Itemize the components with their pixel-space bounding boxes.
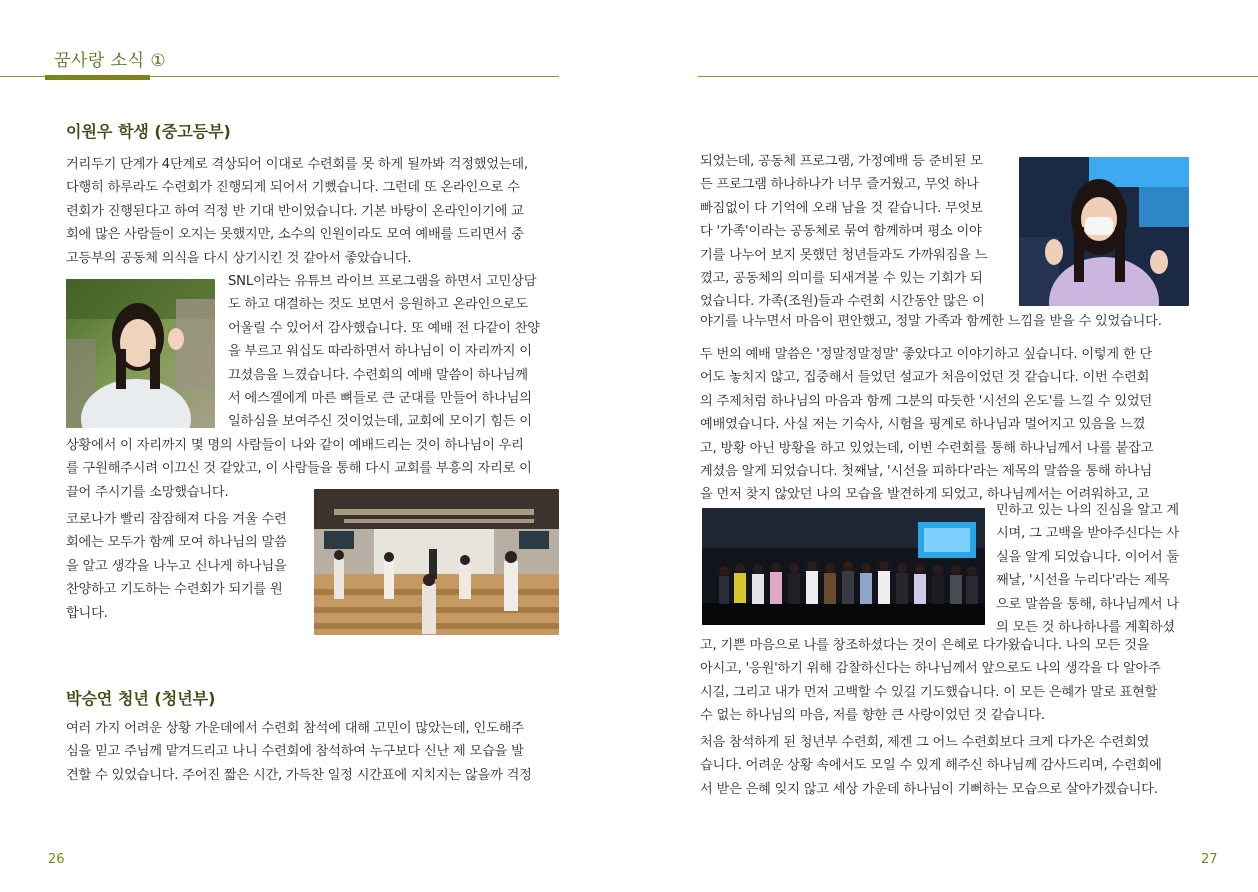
text-line: 어울릴 수 있어서 감사했습니다. 또 예배 전 다같이 찬양 [228, 320, 540, 336]
student-portrait-photo [66, 279, 215, 428]
left-paragraph-1 [66, 153, 561, 270]
left-paragraph-4 [66, 717, 561, 787]
right-paragraph-2-end [700, 634, 1190, 728]
text-line: 꼈고, 공동체의 의미를 되새겨볼 수 있는 기회가 되 [700, 271, 983, 287]
heading-youth: 박승연 청년 (청년부) [66, 689, 216, 708]
text-line: 시며, 그 고백을 받아주신다는 사 [996, 526, 1179, 542]
youth-portrait-photo [1019, 157, 1189, 306]
text-line: 었습니다. 가족(조원)들과 수련회 시간동안 많은 이 [700, 294, 985, 310]
right-paragraph-1-beside [700, 150, 1012, 314]
text-line: 회에 많은 사람들이 오지는 못했지만, 소수의 인원이라도 모여 예배를 드리면서 중 [66, 227, 524, 243]
text-line: 여러 가지 어려운 상황 가운데에서 수련회 참석에 대해 고민이 많았는데, 인도해주 [66, 721, 524, 736]
text-line: 를 구원해주시려 이끄신 것 같았고, 이 사람들을 통해 다시 교회를 부흥의 자리로 이 [66, 461, 532, 477]
text-line: 민하고 있는 나의 진심을 알고 계 [996, 503, 1179, 518]
text-line: 째날, '시선을 누리다'라는 제목 [996, 573, 1170, 589]
text-line: 수 없는 하나님의 마음, 저를 향한 큰 사랑이었던 것 같습니다. [700, 708, 1045, 724]
section-title: 꿈사랑 소식 ① [54, 51, 167, 71]
left-paragraph-3 [66, 508, 306, 625]
text-line: 코로나가 빨리 잠잠해져 다음 겨울 수련 [66, 512, 287, 527]
text-line: 처음 참석하게 된 청년부 수련회, 제겐 그 어느 수련회보다 크게 다가온 수련회였 [700, 735, 1150, 750]
text-line: 견할 수 있었습니다. 주어진 짧은 시간, 가득찬 일정 시간표에 지치지는 않을까 걱정 [66, 767, 532, 783]
text-line: 회에는 모두가 함께 모여 하나님의 말씀 [66, 535, 287, 551]
text-line: 어도 놓치지 않고, 집중해서 들었던 설교가 처음이었던 것 같습니다. 이번 수련회 [700, 370, 1150, 386]
right-paragraph-2-beside [996, 499, 1190, 639]
text-line: 실을 알게 되었습니다. 이어서 둘 [996, 549, 1179, 565]
text-line: 상황에서 이 자리까지 몇 명의 사람들이 나와 같이 예배드리는 것이 하나님이 우리 [66, 438, 524, 453]
text-line: 습니다. 어려운 상황 속에서도 모일 수 있게 해주신 하나님께 감사드리며, 수련회에 [700, 758, 1162, 774]
text-line: 다 '가족'이라는 공동체로 묶여 함께하며 평소 이야 [700, 224, 982, 240]
text-line: 예배였습니다. 사실 저는 기숙사, 시험을 핑계로 하나님과 멀어지고 있음을 느꼈 [700, 417, 1146, 433]
text-line: 서 에스겔에게 마른 뼈들로 큰 군대를 만들어 하나님의 [228, 391, 532, 407]
text-line: 합니다. [66, 605, 108, 621]
text-line: 을 먼저 찾지 않았던 나의 모습을 발견하게 되었고, 하나님께서는 어려워하고, 고 [700, 487, 1150, 503]
text-line: 을 알고 생각을 나누고 신나게 하나님을 [66, 558, 287, 574]
text-line: 의 모든 것 하나하나를 계획하셨 [996, 620, 1175, 636]
church-worship-photo [314, 489, 559, 635]
text-line: 시길, 그리고 내가 먼저 고백할 수 있길 기도했습니다. 이 모든 은혜가 말로 표현할 [700, 684, 1158, 700]
page-number-right: 27 [1201, 852, 1218, 867]
text-line: 을 부르고 워십도 따라하면서 하나님이 이 자리까지 이 [228, 344, 532, 360]
text-line: 찬양하고 기도하는 수련회가 되기를 원 [66, 582, 283, 598]
text-line: 련회가 진행된다고 하여 걱정 반 기대 반이었습니다. 기본 바탕이 온라인이기에 교 [66, 203, 524, 219]
page-number-left: 26 [48, 852, 65, 867]
text-line: 거리두기 단계가 4단계로 격상되어 이대로 수련회를 못 하게 될까봐 걱정했었는데, [66, 157, 528, 172]
text-line: 서 받은 은혜 잊지 않고 세상 가운데 하나님이 기뻐하는 모습으로 살아가겠습니다. [700, 781, 1158, 797]
text-line: 야기를 나누면서 마음이 편안했고, 정말 가족과 함께한 느낌을 받을 수 있었습니다. [700, 314, 1162, 329]
text-line: 심을 믿고 주님께 맡겨드리고 나니 수련회에 참석하여 누구보다 신난 제 모습을 발 [66, 744, 524, 760]
text-line: 일하심을 보여주신 것이었는데, 교회에 모이기 힘든 이 [228, 414, 532, 430]
text-line: 고등부의 공동체 의식을 다시 상기시킨 것 같아서 좋았습니다. [66, 250, 412, 266]
text-line: 끄셨음을 느꼈습니다. 수련회의 예배 말씀이 하나님께 [228, 367, 528, 383]
text-line: SNL이라는 유튜브 라이브 프로그램을 하면서 고민상담 [228, 274, 537, 289]
text-line: 으로 말씀을 통해, 하나님께서 나 [996, 596, 1179, 612]
text-line: 고, 방황 아닌 방황을 하고 있었는데, 이번 수련회를 통해 하나님께서 나를 붙잡고 [700, 440, 1154, 456]
group-prayer-photo [702, 508, 985, 625]
text-line: 두 번의 예배 말씀은 '정말정말정말' 좋았다고 이야기하고 싶습니다. 이렇게 한 단 [700, 347, 1153, 362]
text-line: 끌어 주시기를 소망했습니다. [66, 484, 229, 500]
left-paragraph-2-beside [228, 270, 561, 434]
text-line: 도 하고 대결하는 것도 보면서 응원하고 온라인으로도 [228, 297, 528, 313]
header-rule-right [698, 76, 1258, 77]
text-line: 고, 기쁜 마음으로 나를 창조하셨다는 것이 은혜로 다가왔습니다. 나의 모든 것을 [700, 638, 1150, 653]
text-line: 의 주제처럼 하나님의 마음과 함께 그분의 따듯한 '시선의 온도'를 느낄 수 있었던 [700, 393, 1153, 409]
text-line: 빠짐없이 다 기억에 오래 남을 것 같습니다. 무엇보 [700, 200, 983, 216]
right-paragraph-2-full [700, 343, 1190, 507]
header-accent-bar [45, 75, 150, 80]
text-line: 계셨음 알게 되었습니다. 첫째날, '시선을 피하다'라는 제목의 말씀을 통해 하나님 [700, 464, 1153, 480]
right-paragraph-3 [700, 731, 1190, 801]
text-line: 아시고, '응원'하기 위해 감찰하신다는 하나님께서 앞으로도 나의 생각을 다 알아주 [700, 661, 1161, 677]
text-line: 든 프로그램 하나하나가 너무 즐거웠고, 무엇 하나 [700, 177, 979, 193]
heading-student: 이원우 학생 (중고등부) [66, 122, 231, 141]
text-line: 다행히 하루라도 수련회가 진행되게 되어서 기뻤습니다. 그런데 또 온라인으로 수 [66, 180, 520, 196]
text-line: 기를 나누어 보지 못했던 청년들과도 가까워짐을 느 [700, 247, 988, 263]
right-paragraph-1-full [700, 310, 1190, 333]
text-line: 되었는데, 공동체 프로그램, 가정예배 등 준비된 모 [700, 154, 983, 169]
